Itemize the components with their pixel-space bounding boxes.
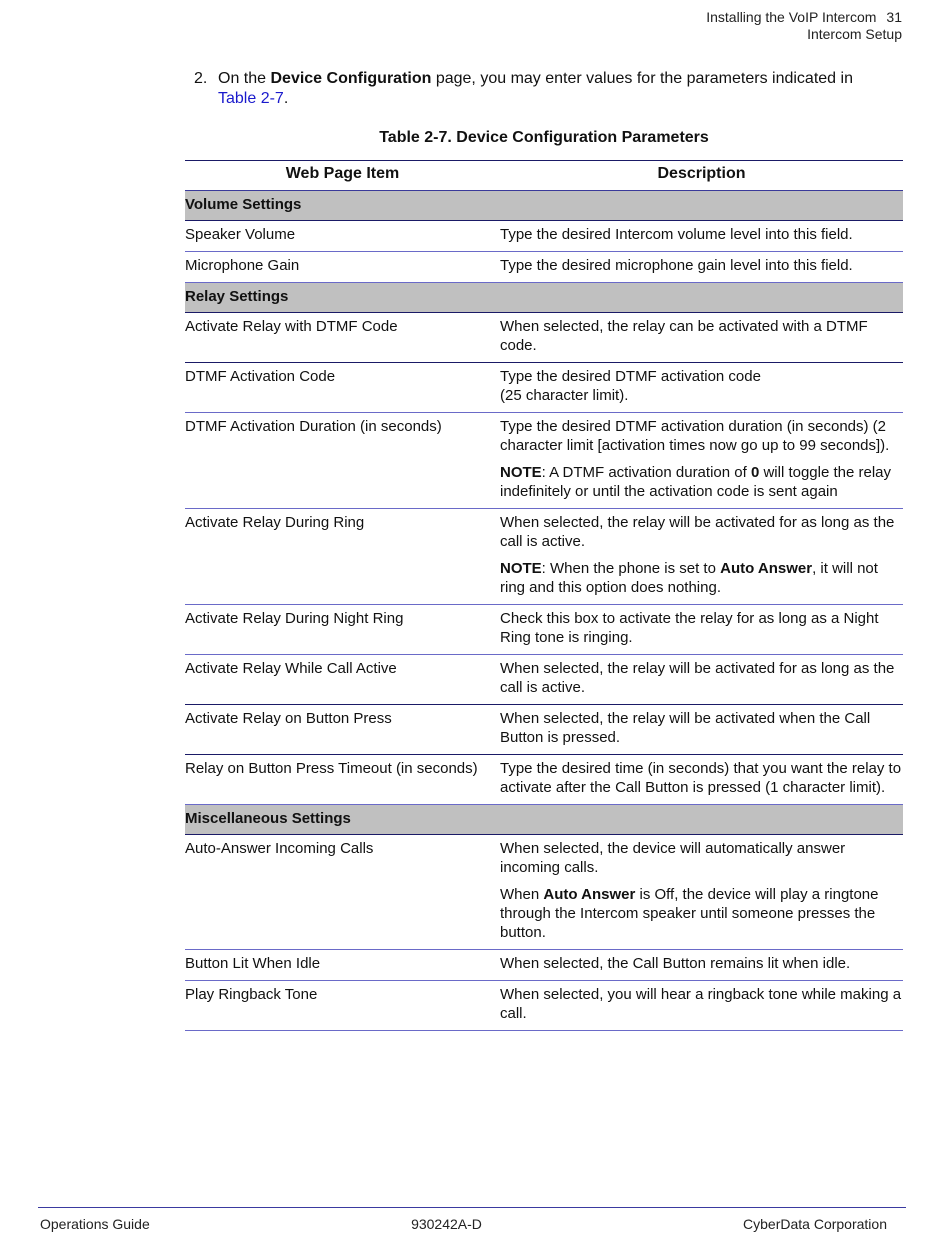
description-cell: When selected, the relay can be activated with a DTMF code. — [500, 313, 903, 363]
column-header-item: Web Page Item — [185, 161, 500, 191]
note — [500, 559, 903, 597]
note-bold: 0 — [750, 464, 760, 481]
column-header-description: Description — [500, 161, 903, 191]
footer-document-number: 930242A-D — [411, 1216, 482, 1232]
description-cell: Check this box to activate the relay for as long as a Night Ring tone is ringing. — [500, 605, 903, 655]
description-text: When selected, the device will automatically answer incoming calls. — [500, 840, 846, 876]
description-cell: When selected, the Call Button remains lit when idle. — [500, 950, 903, 981]
description-line: Type the desired DTMF activation code — [500, 368, 761, 385]
item-cell: DTMF Activation Duration (in seconds) — [185, 413, 500, 509]
table-row — [185, 835, 903, 950]
description-cell — [500, 413, 903, 509]
note-text: is Off, the device will play a ringtone through the Intercom speaker until someone presses the button. — [500, 886, 879, 941]
description-cell — [500, 509, 903, 605]
note-bold: Auto Answer — [543, 886, 636, 903]
note-text: , it will not ring and this option does nothing. — [500, 560, 878, 596]
description-line: (25 character limit). — [500, 387, 629, 404]
page-number: 31 — [886, 9, 902, 25]
note-text: : A DTMF activation duration of — [541, 464, 751, 481]
table-row — [185, 363, 903, 413]
table-row — [185, 509, 903, 605]
description-cell: Type the desired Intercom volume level into this field. — [500, 221, 903, 252]
item-cell: Activate Relay While Call Active — [185, 655, 500, 705]
item-cell: Auto-Answer Incoming Calls — [185, 835, 500, 950]
item-cell: Activate Relay with DTMF Code — [185, 313, 500, 363]
section-row — [185, 191, 903, 221]
running-header — [706, 9, 902, 43]
item-cell: Relay on Button Press Timeout (in seconds) — [185, 755, 500, 805]
table-header-row — [185, 161, 903, 191]
item-cell: DTMF Activation Code — [185, 363, 500, 413]
description-text: Type the desired DTMF activation duration (in seconds) (2 character limit [activation times now go up to 99 seconds]). — [500, 418, 890, 454]
section-row — [185, 805, 903, 835]
footer-company: CyberData Corporation — [743, 1216, 887, 1232]
description-cell: When selected, the relay will be activated when the Call Button is pressed. — [500, 705, 903, 755]
note-text: will toggle the relay indefinitely or until the activation code is sent again — [500, 464, 892, 500]
header-chapter: Installing the VoIP Intercom — [706, 9, 877, 25]
item-cell: Activate Relay on Button Press — [185, 705, 500, 755]
note-bold: Auto Answer — [720, 560, 813, 577]
table-row — [185, 755, 903, 805]
table-row — [185, 981, 903, 1031]
note-text: : When the phone is set to — [541, 560, 721, 577]
table-caption: Table 2-7. Device Configuration Parameters — [379, 129, 709, 146]
item-cell: Button Lit When Idle — [185, 950, 500, 981]
table-row — [185, 705, 903, 755]
note — [500, 463, 903, 501]
step-number: 2. — [194, 70, 208, 87]
table-link[interactable]: Table 2-7 — [218, 90, 284, 107]
section-title: Volume Settings — [185, 191, 903, 221]
table-row — [185, 221, 903, 252]
step-end: . — [283, 90, 289, 107]
description-cell: Type the desired microphone gain level into this field. — [500, 252, 903, 283]
step-text — [218, 69, 884, 109]
description-cell: Type the desired time (in seconds) that you want the relay to activate after the Call Button is pressed (1 character limit). — [500, 755, 903, 805]
table-row — [185, 950, 903, 981]
description-text: When selected, the relay will be activated for as long as the call is active. — [500, 514, 895, 550]
footer-rule — [38, 1207, 906, 1208]
note-label: NOTE — [500, 464, 542, 481]
note — [500, 885, 903, 942]
item-cell: Play Ringback Tone — [185, 981, 500, 1031]
step-2 — [194, 69, 884, 109]
description-cell: When selected, you will hear a ringback tone while making a call. — [500, 981, 903, 1031]
header-section: Intercom Setup — [807, 26, 902, 42]
item-cell: Activate Relay During Night Ring — [185, 605, 500, 655]
description-cell — [500, 835, 903, 950]
description-cell: When selected, the relay will be activated for as long as the call is active. — [500, 655, 903, 705]
section-title: Relay Settings — [185, 283, 903, 313]
parameters-table — [185, 160, 903, 1031]
table-row — [185, 655, 903, 705]
section-title: Miscellaneous Settings — [185, 805, 903, 835]
step-bold: Device Configuration — [270, 70, 432, 87]
item-cell: Activate Relay During Ring — [185, 509, 500, 605]
table-row — [185, 605, 903, 655]
step-suffix: page, you may enter values for the parameters indicated in — [431, 70, 853, 87]
note-label: NOTE — [500, 560, 542, 577]
item-cell: Speaker Volume — [185, 221, 500, 252]
table-row — [185, 252, 903, 283]
note-text: When — [500, 886, 544, 903]
table-row — [185, 313, 903, 363]
description-cell — [500, 363, 903, 413]
item-cell: Microphone Gain — [185, 252, 500, 283]
table-row — [185, 413, 903, 509]
step-prefix: On the — [218, 70, 271, 87]
footer-guide-title: Operations Guide — [40, 1216, 150, 1232]
section-row — [185, 283, 903, 313]
